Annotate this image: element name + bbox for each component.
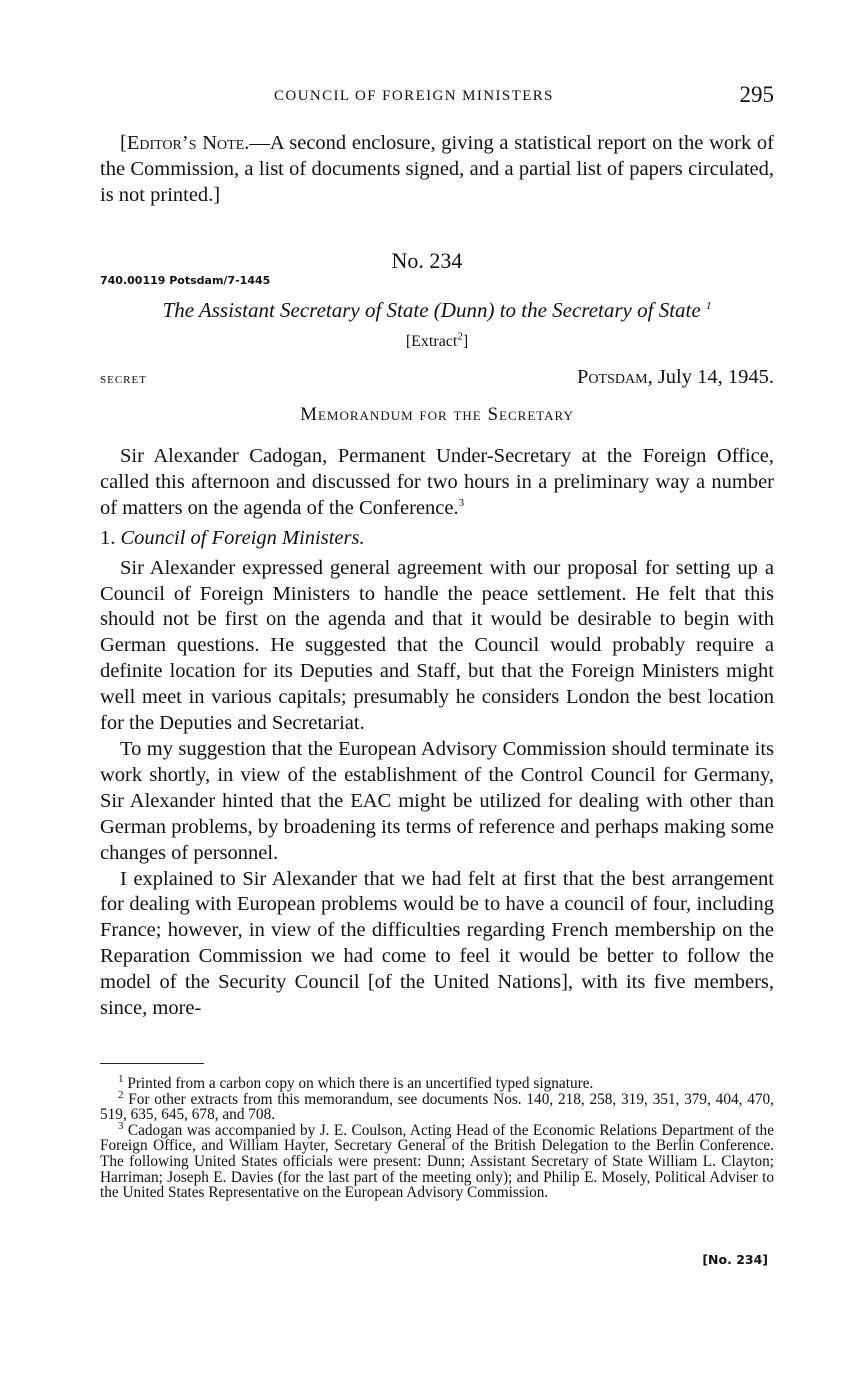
footnote-text: Printed from a carbon copy on which there is an uncertified typed signature.	[123, 1075, 594, 1092]
bottom-reference: [No. 234]	[702, 1252, 768, 1267]
section-heading	[100, 526, 774, 552]
intro-paragraph	[100, 444, 774, 522]
editor-note-label: [Editor’s Note.	[120, 132, 250, 154]
footnote-mark: 3	[118, 1119, 124, 1132]
document-heading	[100, 298, 774, 323]
intro-text: Sir Alexander Cadogan, Permanent Under-Secretary at the Foreign Office, called this afternoon and discussed for two hours in a preliminary way a number of matters on the agenda of the Conference.	[100, 445, 774, 519]
document-heading-text: The Assistant Secretary of State (Dunn) to the Secretary of State	[162, 298, 701, 322]
document-number: No. 234	[391, 248, 463, 273]
date: , July 14, 1945.	[647, 366, 774, 388]
footnote	[100, 1072, 774, 1092]
footnote-ref-1: 1	[705, 300, 712, 312]
page-number: 295	[739, 82, 774, 107]
place-date	[577, 366, 774, 389]
body-paragraph: To my suggestion that the European Advisory Commission should terminate its work shortly, in view of the establishment of the Control Council for Germany, Sir Alexander hinted that the EAC might be utilized for dealing with other than German problems, by broadening its terms of reference and perhaps making some changes of personnel.	[100, 737, 774, 864]
footnote	[100, 1119, 774, 1202]
footnote-ref-2: 2	[457, 330, 463, 343]
body-paragraph: Sir Alexander expressed general agreement with our proposal for setting up a Council of Foreign Ministers to handle the peace settlement. He felt that this should not be first on the agenda and that it would be desirable to begin with German questions. He suggested that the Council would probably require a definite location for its Deputies and Staff, but that the Foreign Ministers might well meet in various capitals; presumably he considers London the best location for the Deputies and Secretariat.	[100, 556, 774, 735]
classification: secret	[100, 371, 147, 387]
footnote-mark: 2	[118, 1088, 124, 1101]
footnote-ref-3: 3	[458, 496, 465, 509]
footnote-text: For other extracts from this memorandum, see documents Nos. 140, 218, 258, 319, 351, 379, 404, 470, 519, 635, 645, 678, and 708.	[100, 1090, 774, 1124]
editor-note	[100, 131, 774, 209]
section-number: 1.	[100, 526, 121, 549]
footnote-text: Cadogan was accompanied by J. E. Coulson, Acting Head of the Economic Relations Department of the Foreign Office, and William Hayter, Secretary General of the British Delegation to the Berlin Conference. The following United States officials were present: Dunn; Assistant Secretary of State William L. Clayton; Harriman; Joseph E. Davies (for the last part of the meeting only); and Philip E. Mosely, Political Adviser to the United States Representative on the European Advisory Commission.	[100, 1121, 774, 1202]
editor-note-text: —A second enclosure, giving a statistical report on the work of the Commission, a list of documents signed, and a partial list of papers circulated, is not printed.]	[100, 132, 775, 206]
footnote	[100, 1088, 774, 1124]
extract-text: [Extract	[405, 333, 458, 350]
section-title: Council of Foreign Ministers.	[120, 526, 365, 549]
extract-close: ]	[462, 333, 469, 350]
footnote-divider	[100, 1063, 204, 1064]
memo-title: Memorandum for the Secretary	[300, 404, 574, 425]
footnote-mark: 1	[118, 1072, 124, 1085]
running-head	[100, 82, 774, 110]
extract-label	[100, 330, 774, 351]
footnotes	[100, 1072, 774, 1202]
body-paragraph: I explained to Sir Alexander that we had felt at first that the best arrangement for dealing with European problems would be to have a council of four, including France; however, in view of the difficulties regarding French membership on the Reparation Commission we had come to feel it would be better to follow the model of the Security Council [of the United Nations], with its five members, since, more-	[100, 867, 774, 1020]
file-number: 740.00119 Potsdam/7-1445	[100, 274, 271, 287]
place: Potsdam	[577, 366, 648, 388]
running-title: COUNCIL OF FOREIGN MINISTERS	[274, 88, 554, 104]
memo-body	[100, 444, 774, 1022]
